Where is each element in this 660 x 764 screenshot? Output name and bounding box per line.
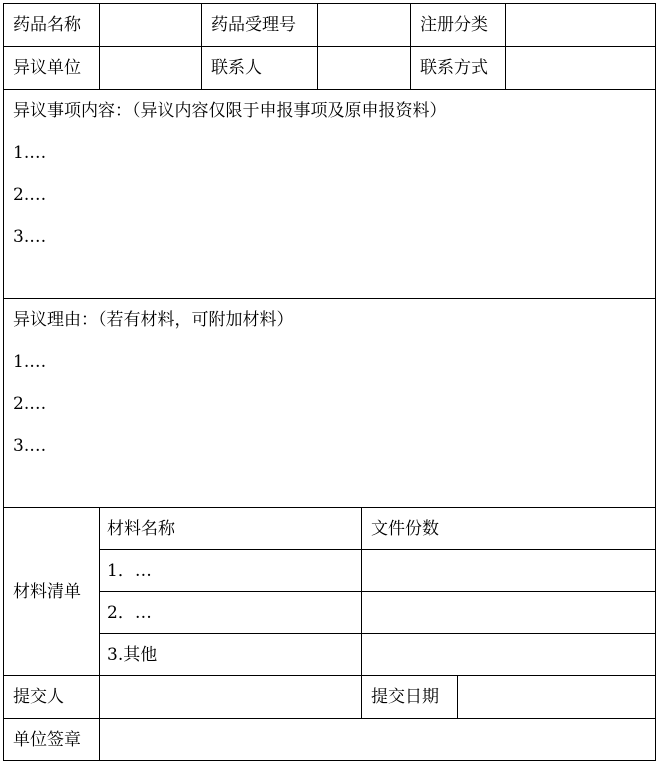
material-row-name[interactable]: 1．… bbox=[99, 549, 361, 591]
submitter-value-cell[interactable] bbox=[99, 675, 361, 718]
submit-date-label: 提交日期 bbox=[361, 675, 457, 718]
acceptance-number-value-cell[interactable] bbox=[317, 3, 410, 46]
contact-method-value-cell[interactable] bbox=[505, 46, 656, 89]
objection-content-item: 1.… bbox=[13, 143, 47, 163]
objection-reason-section[interactable] bbox=[3, 298, 656, 507]
registration-class-label: 注册分类 bbox=[410, 3, 505, 46]
contact-method-label: 联系方式 bbox=[410, 46, 505, 89]
objection-content-item: 2.… bbox=[13, 185, 47, 205]
objection-form-table bbox=[3, 3, 656, 761]
objection-reason-heading: 异议理由：（若有材料，可附加材料） bbox=[13, 310, 294, 330]
contact-person-label: 联系人 bbox=[201, 46, 317, 89]
drug-name-label: 药品名称 bbox=[3, 3, 99, 46]
material-name-header: 材料名称 bbox=[99, 507, 361, 549]
drug-name-value-cell[interactable] bbox=[99, 3, 201, 46]
unit-seal-value-cell[interactable] bbox=[99, 718, 656, 761]
objection-reason-item: 2.… bbox=[13, 394, 47, 414]
objection-reason-item: 1.… bbox=[13, 352, 47, 372]
materials-list-label: 材料清单 bbox=[3, 507, 99, 675]
objection-content-heading: 异议事项内容：（异议内容仅限于申报事项及原申报资料） bbox=[13, 101, 447, 121]
objecting-unit-value-cell[interactable] bbox=[99, 46, 201, 89]
acceptance-number-label: 药品受理号 bbox=[201, 3, 317, 46]
material-row-name[interactable]: 3.其他 bbox=[99, 633, 361, 675]
material-row-name[interactable]: 2．… bbox=[99, 591, 361, 633]
material-row-copies[interactable] bbox=[361, 633, 656, 675]
unit-seal-label: 单位签章 bbox=[3, 718, 99, 761]
material-row-copies[interactable] bbox=[361, 591, 656, 633]
submit-date-value-cell[interactable] bbox=[457, 675, 656, 718]
objection-content-item: 3.… bbox=[13, 227, 47, 247]
objection-reason-item: 3.… bbox=[13, 436, 47, 456]
file-copies-header: 文件份数 bbox=[361, 507, 656, 549]
registration-class-value-cell[interactable] bbox=[505, 3, 656, 46]
objecting-unit-label: 异议单位 bbox=[3, 46, 99, 89]
material-row-copies[interactable] bbox=[361, 549, 656, 591]
submitter-label: 提交人 bbox=[3, 675, 99, 718]
objection-content-section[interactable] bbox=[3, 89, 656, 298]
contact-person-value-cell[interactable] bbox=[317, 46, 410, 89]
